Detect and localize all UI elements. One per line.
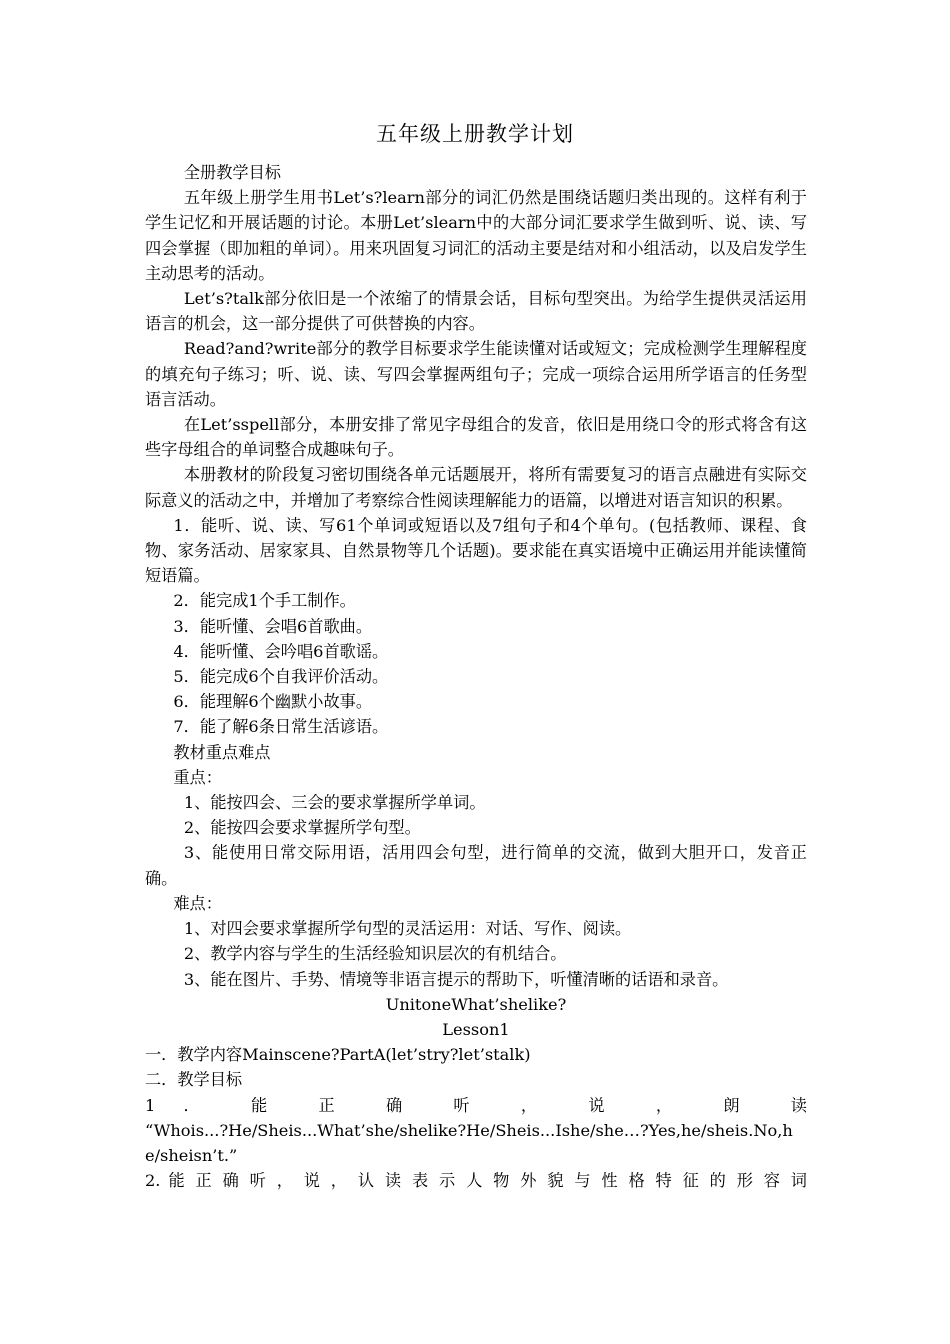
section-content-heading: 一．教学内容Mainscene?PartA(let’stry?let’stalk) [145,1045,531,1065]
heading-key-points: 教材重点难点 [173,742,271,762]
document-title: 五年级上册教学计划 [376,122,574,146]
key-points-label: 重点： [173,767,222,787]
objective-1-line-1: 1 ． 能 正 确 听 ， 说 ， 朗 读 [145,1095,807,1115]
goal-item-1: 1．能听、说、读、写61个单词或短语以及7组句子和4个单句。(包括教师、课程、食物、家务活动、居家家具、自然景物等几个话题)。要求能在真实语境中正确运用并能读懂简短语篇。 [145,515,807,586]
objective-1-line-2: “Whois...?He/Sheis...What’she/shelike?He/Sheis...Ishe/she…?Yes,he/sheis.No,he/sheisn’t.” [145,1120,793,1165]
paragraph-read-write: Read?and?write部分的教学目标要求学生能读懂对话或短文；完成检测学生理解程度的填充句子练习；听、说、读、写四会掌握两组句子；完成一项综合运用所学语言的任务型语言活动。 [145,339,807,409]
goal-item-7: 7．能了解6条日常生活谚语。 [173,717,389,737]
paragraph-learn: 五年级上册学生用书Let’s?learn部分的词汇仍然是围绕话题归类出现的。这样有利于学生记忆和开展话题的讨论。本册Let’slearn中的大部分词汇要求学生做到听、说、读、写四会掌握（即加粗的单词）。用来巩固复习词汇的活动主要是结对和小组活动，以及启发学生主动思考的活动。 [145,188,807,283]
paragraph-talk: Let’s?talk部分依旧是一个浓缩了的情景会话，目标句型突出。为给学生提供灵活运用语言的机会，这一部分提供了可供替换的内容。 [145,289,807,334]
goal-item-2: 2．能完成1个手工制作。 [173,591,356,611]
difficulty-2: 2、教学内容与学生的生活经验知识层次的有机结合。 [183,944,567,964]
goal-item-5: 5．能完成6个自我评价活动。 [173,667,389,687]
key-point-3: 3、能使用日常交际用语，活用四会句型，进行简单的交流，做到大胆开口，发音正确。 [145,843,807,888]
key-point-1: 1、能按四会、三会的要求掌握所学单词。 [183,793,486,813]
goal-item-4: 4．能听懂、会吟唱6首歌谣。 [173,641,389,661]
section-objectives-heading: 二．教学目标 [145,1070,243,1090]
heading-goals: 全册教学目标 [183,163,281,182]
paragraph-spell: 在Let’sspell部分，本册安排了常见字母组合的发音，依旧是用绕口令的形式将含有这些字母组合的单词整合成趣味句子。 [145,415,807,460]
difficulties-label: 难点： [173,893,222,913]
goal-item-3: 3．能听懂、会唱6首歌曲。 [173,616,373,636]
unit-title: UnitoneWhat’shelike? [385,994,567,1014]
paragraph-review: 本册教材的阶段复习密切围绕各单元话题展开，将所有需要复习的语言点融进有实际交际意义的活动之中，并增加了考察综合性阅读理解能力的语篇，以增进对语言知识的积累。 [145,465,807,510]
lesson-title: Lesson1 [442,1019,510,1039]
document-body [145,160,807,1193]
difficulty-1: 1、对四会要求掌握所学句型的灵活运用：对话、写作、阅读。 [183,919,632,939]
key-point-2: 2、能按四会要求掌握所学句型。 [183,818,421,838]
objective-2-line-1: 2. 能 正 确 听 ， 说 ， 认 读 表 示 人 物 外 貌 与 性 格 特 征 的 形 容 词 [145,1171,807,1191]
goal-item-6: 6．能理解6个幽默小故事。 [173,692,373,712]
difficulty-3: 3、能在图片、手势、情境等非语言提示的帮助下，听懂清晰的话语和录音。 [183,969,729,989]
